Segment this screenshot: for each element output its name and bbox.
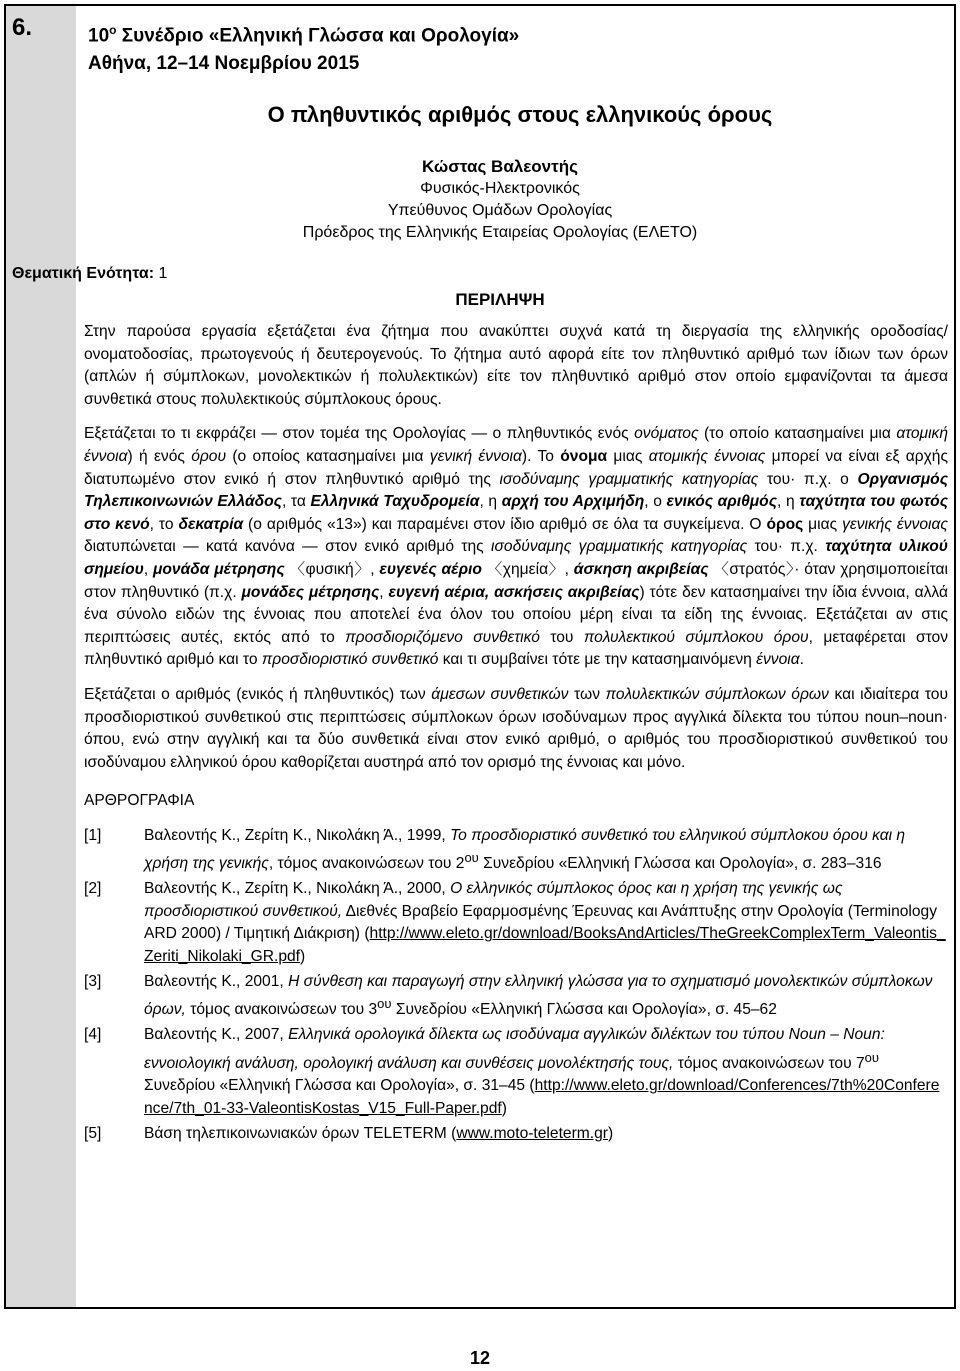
thematic-value: 1 [154,265,168,282]
reference-key: [2] [84,880,102,898]
abstract-heading: ΠΕΡΙΛΗΨΗ [455,290,545,309]
paragraph-1: Στην παρούσα εργασία εξετάζεται ένα ζήτημα που ανακύπτει συχνά κατά τη διεργασία της ελληνικής ορoδοσίας/ονοματοδοσίας, πρωτογενούς ή δευτερογενούς. Το ζήτημα αυτό αφορά είτε τον πληθυντικό αριθμό των ίδιων των όρων (απλών ή σύμπλοκων, μονολεκτικών ή πολυλεκτικών) είτε τον πληθυντικό αριθμό στον οποίο εμφανίζονται τα άμεσα συνθετικά στους πολυλεκτικούς σύμπλοκους όρους. [84,323,948,408]
reference-1: [1] Βαλεοντής Κ., Ζερίτη Κ., Νικολάκη Ά., 1999, Το προσδιοριστικό συνθετικό του ελληνικού σύμπλοκου όρου και η χρήση της γενικής, τόμος ανακοινώσεων του $2^{o\upsilon}$ Συνεδρίου «Ελληνική Γλώσσα και Ορολογία», σ. 283–316 [84,825,948,876]
paper-body [84,321,948,1147]
reference-3: [3] Βαλεοντής Κ., 2001, Η σύνθεση και παραγωγή στην ελληνική γλώσσα για το σχηματισμό μονολεκτικών σύμπλοκων όρων, τόμος ανακοινώσεων του $3^{o\upsilon}$ Συνεδρίου «Ελληνική Γλώσσα και Ορολογία», σ. 45–62 [84,971,948,1022]
reference-key: [3] [84,972,102,990]
author-affil-2: Υπεύθυνος Ομάδων Ορολογίας [387,202,613,219]
conf-sup: ο [109,23,117,37]
conference-line1 [88,16,519,50]
author-block [6,156,954,244]
reference-4: [4] Βαλεοντής Κ., 2007, Ελληνικά ορολογικά δίλεκτα ως ισοδύναμα αγγλικών διλέκτων του τύπου Noun – Noun: εννοιολογική ανάλυση, ορολογική ανάλυση και συνθέσεις μονολέκτησής τους, τόμος ανακοινώσεων του $7^{o\upsilon}$ Συνεδρίου «Ελληνική Γλώσσα και Ορολογία», σ. 31–45 (http://www.eleto.gr/download/Conferences/7th%20Conference/7th_01-33-ValeontisKostas_V15_Full-Paper.pdf) [84,1024,948,1121]
reference-5: [5] Βάση τηλεπικοινωνιακών όρων TELETERM (www.moto-teleterm.gr) [84,1123,948,1146]
reference-key: [4] [84,1026,102,1043]
conference-line2: Αθήνα, 12–14 Νοεμβρίου 2015 [88,53,360,75]
paragraph-2: Εξετάζεται το τι εκφράζει — στον τομέα της Ορολογίας — ο πληθυντικός ενός ονόματος (το οποίο κατασημαίνει μια ατομική έννοια) ή ενός όρου (ο οποίος κατασημαίνει μια γενική έννοια). Το όνομα μιας ατομικής έννοιας μπορεί να είναι εξ αρχής διατυπωμένο στον ενικό ή στον πληθυντικό αριθμό της ισοδύναμης γραμματικής κατηγορίας του· π.χ. ο Οργανισμός Τηλεπικοινωνιών Ελλάδος, τα Ελληνικά Ταχυδρομεία, η αρχή του Αρχιμήδη, ο ενικός αριθμός, η ταχύτητα του φωτός στο κενό, το δεκατρία (ο αριθμός «13») και παραμένει στον ίδιο αριθμό σε όλα τα συγκείμενα. Ο όρος μιας γενικής έννοιας διατυπώνεται — κατά κανόνα — στον ενικό αριθμό της ισοδύναμης γραμματικής κατηγορίας του· π.χ. ταχύτητα υλικού σημείου, μονάδα μέτρησης 〈φυσική〉, ευγενές αέριο 〈χημεία〉, άσκηση ακριβείας 〈στρατός〉· όταν χρησιμοποιείται στον πληθυντικό (π.χ. μονάδες μέτρησης, ευγενή αέρια, ασκήσεις ακριβείας) τότε δεν κατασημαίνει την ίδια έννοια, αλλά ένα σύνολο ειδών της έννοιας που αποτελεί ένα όλον του οποίου μέρη είναι τα είδη της έννοιας. Εξετάζεται αν στις περιπτώσεις αυτές, εκτός από το προσδιοριζόμενο συνθετικό του πολυλεκτικού σύμπλοκου όρου, μεταφέρεται στον πληθυντικό αριθμό και το προσδιοριστικό συνθετικό και τι συμβαίνει τότε με την κατασημαινόμενη έννοια. [84,425,949,669]
paragraph-3: Εξετάζεται ο αριθμός (ενικός ή πληθυντικός) των άμεσων συνθετικών των πολυλεκτικών σύμπλοκων όρων και ιδιαίτερα του προσδιοριστικού συνθετικού στις περιπτώσεις σύμπλοκων όρων ισοδύναμων προς αγγλικά δίλεκτα του τύπου noun–noun· όπου, ενώ στην αγγλική και τα δύο συνθετικά είναι στον ενικό αριθμό, ο αριθμός του προσδιοριστικού συνθετικού του ισοδύναμου ελληνικού όρου καθορίζεται αυστηρά από τον ορισμό της έννοιας και μόνο. [84,685,949,771]
paper-title: Ο πληθυντικός αριθμός στους ελληνικούς όρους [267,102,773,127]
author-affil-3: Πρόεδρος της Ελληνικής Εταιρείας Ορολογίας (ΕΛΕΤΟ) [302,224,698,241]
reference-list [84,825,948,1145]
conf-title: Συνέδριο «Ελληνική Γλώσσα και Ορολογία» [116,25,520,47]
section-number: 6. [12,14,33,41]
reference-2-link[interactable]: http://www.eleto.gr/download/BooksAndArticles/TheGreekComplexTerm_Valeontis_Zeriti_Nikolaki_GR.pdf [144,925,946,966]
reference-2: [2] Βαλεοντής Κ., Ζερίτη Κ., Νικολάκη Ά., 2000, Ο ελληνικός σύμπλοκος όρος και η χρήση της γενικής ως προσδιοριστικού συνθετικού, Διεθνές Βραβείο Εφαρμοσμένης Έρευνας και Ανάπτυξης στην Ορολογία (Terminology ARD 2000) / Τιμητική Διάκριση) (http://www.eleto.gr/download/BooksAndArticles/TheGreekComplexTerm_Valeontis_Zeriti_Nikolaki_GR.pdf) [84,878,948,968]
thematic-label: Θεματική Ενότητα: [12,265,155,282]
reference-key: [1] [84,826,102,844]
thematic-unit [12,265,167,283]
reference-key: [5] [84,1124,102,1142]
conference-header [88,16,519,78]
references-heading: ΑΡΘΡΟΓΡΑΦΙΑ [84,792,195,810]
page-number: 12 [469,1348,491,1368]
reference-4-link[interactable]: http://www.eleto.gr/download/Conferences/7th%20Conference/7th_01-33-ValeontisKostas_V15_Full-Paper.pdf [144,1077,940,1117]
page-frame [4,4,956,1309]
author-affil-1: Φυσικός-Ηλεκτρονικός [420,180,580,197]
reference-5-link[interactable]: www.moto-teleterm.gr [456,1124,608,1142]
conf-number: 10 [88,25,110,47]
author-name: Κώστας Βαλεοντής [422,157,578,176]
